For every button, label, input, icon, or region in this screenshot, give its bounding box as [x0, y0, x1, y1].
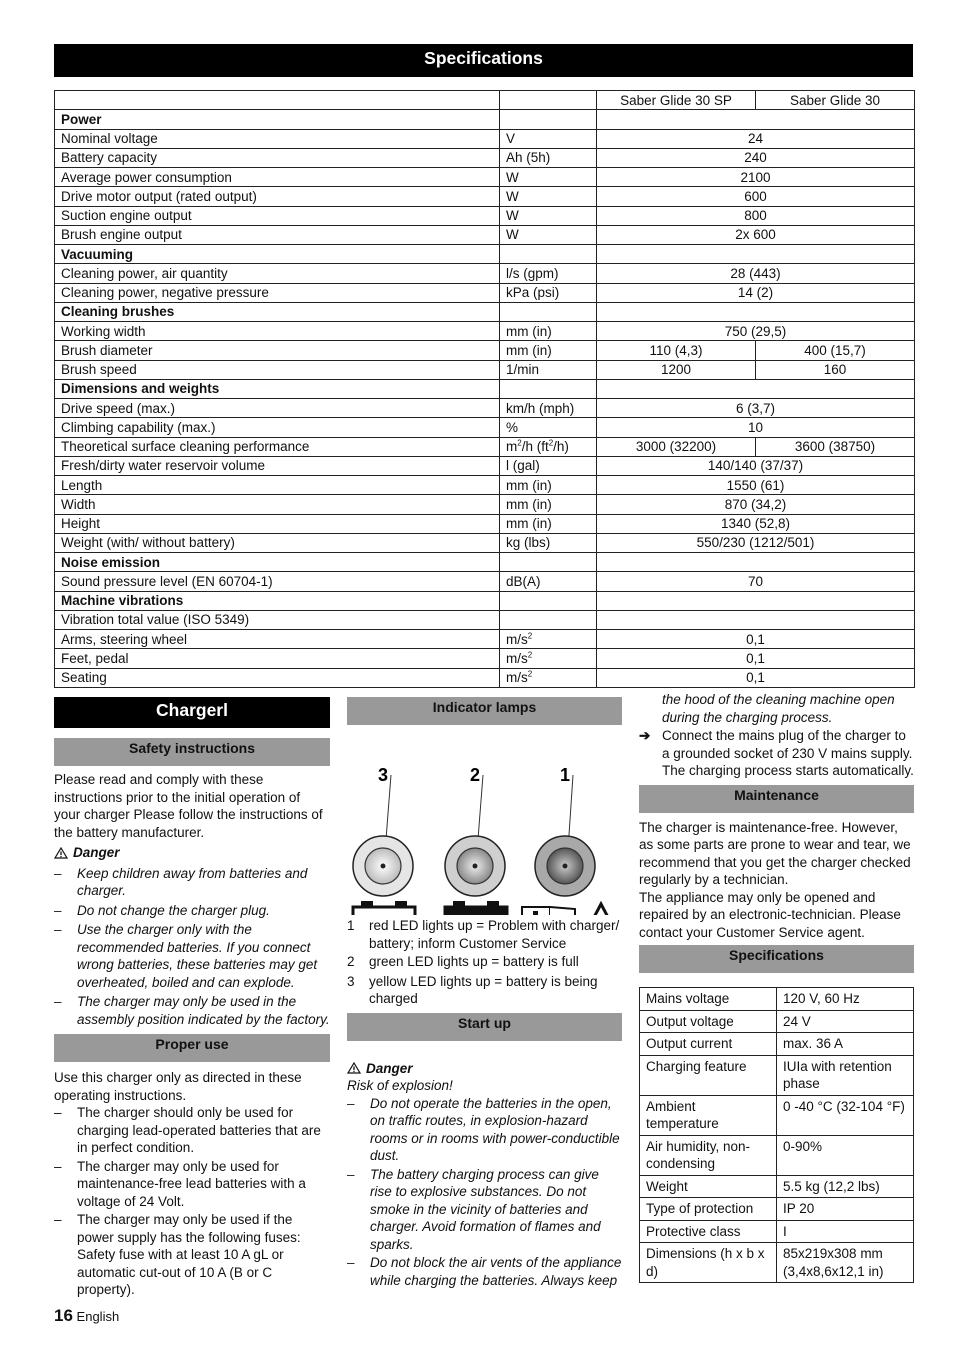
list-item: – The battery charging process can give rise to explosive substances. Do not smoke in the vicinity of batteries and charger. Avoid formation of flames and sparks. — [347, 1166, 601, 1252]
list-item: 3 yellow LED lights up = battery is being charged — [347, 973, 598, 1006]
danger-text: Danger — [366, 1060, 413, 1076]
table-row — [55, 495, 915, 514]
table-section-row — [55, 302, 915, 321]
spec-value: 160 — [756, 360, 915, 379]
spec-name: Arms, steering wheel — [55, 630, 500, 649]
table-row — [640, 1220, 914, 1243]
spec-label: Air humidity, non-condensing — [640, 1135, 777, 1175]
table-row — [55, 476, 915, 495]
spec-value: I — [777, 1220, 914, 1243]
spec-label: Type of protection — [640, 1198, 777, 1221]
spec-value: 5.5 kg (12,2 lbs) — [777, 1175, 914, 1198]
green-lamp-icon — [445, 836, 505, 896]
spec-value: 870 (34,2) — [597, 495, 915, 514]
spec-value: 800 — [597, 206, 915, 225]
table-row — [55, 630, 915, 649]
spec-name: Noise emission — [55, 553, 500, 572]
list-item: – The charger may only be used in the assembly position indicated by the factory. — [54, 994, 330, 1027]
warning-icon — [54, 847, 68, 859]
list-item: – Do not change the charger plug. — [54, 902, 270, 918]
spec-name: Brush diameter — [55, 341, 500, 360]
table-row — [55, 187, 915, 206]
page-number: 16 — [54, 1306, 73, 1325]
spec-unit: % — [500, 418, 597, 437]
spec-unit — [500, 553, 597, 572]
table-row — [55, 533, 915, 552]
spec-value: 240 — [597, 148, 915, 167]
spec-value: 14 (2) — [597, 283, 915, 302]
spec-name: Battery capacity — [55, 148, 500, 167]
spec-value-sp: 3000 (32200) — [597, 437, 756, 456]
risk-text: Risk of explosion! — [347, 1078, 453, 1093]
table-row — [55, 225, 915, 244]
spec-value — [597, 245, 915, 264]
table-row — [55, 437, 915, 456]
spec-name: Length — [55, 476, 500, 495]
spec-label: Protective class — [640, 1220, 777, 1243]
spec-value: 0 -40 °C (32-104 °F) — [777, 1095, 914, 1135]
spec-value-sp: 110 (4,3) — [597, 341, 756, 360]
table-row — [55, 360, 915, 379]
table-row — [640, 1198, 914, 1221]
spec-value — [597, 591, 915, 610]
spec-name: Fresh/dirty water reservoir volume — [55, 456, 500, 475]
table-section-row — [55, 553, 915, 572]
spec-unit: W — [500, 206, 597, 225]
safety-list — [54, 865, 330, 1029]
spec-name: Weight (with/ without battery) — [55, 533, 500, 552]
list-item: – Keep children away from batteries and charger. — [54, 865, 308, 898]
list-item: 1 red LED lights up = Problem with charger/ battery; inform Customer Service — [347, 918, 620, 951]
spec-name: Cleaning power, air quantity — [55, 264, 500, 283]
spec-name: Average power consumption — [55, 168, 500, 187]
table-row — [640, 1175, 914, 1198]
spec-unit: kg (lbs) — [500, 533, 597, 552]
spec-value: 24 — [597, 129, 915, 148]
table-row — [55, 322, 915, 341]
page-title: Specifications — [54, 44, 913, 77]
spec-value: 0-90% — [777, 1135, 914, 1175]
table-section-row — [55, 110, 915, 129]
spec-value: 140/140 (37/37) — [597, 456, 915, 475]
list-item: – Use the charger only with the recommended batteries. If you connect wrong batteries, these batteries may get overheated, boiled and can explode. — [54, 922, 318, 990]
danger-label — [54, 844, 330, 862]
continued-text: the hood of the cleaning machine open during the charging process. — [662, 692, 895, 725]
spec-unit: mm (in) — [500, 514, 597, 533]
table-row — [55, 129, 915, 148]
maintenance-text-1: The charger is maintenance-free. However, as some parts are prone to wear and tear, we recommend that you get the charger checked regularly by a technician. — [639, 819, 911, 887]
indicator-lamps-illustration — [347, 725, 622, 915]
list-item: – The charger may only be used for maintenance-free lead batteries with a voltage of 24 Volt. — [54, 1158, 306, 1209]
spec-value: 85x219x308 mm (3,4x8,6x12,1 in) — [777, 1243, 914, 1283]
battery-charging-icon — [353, 901, 415, 915]
spec-name: Climbing capability (max.) — [55, 418, 500, 437]
spec-label: Ambient temperature — [640, 1095, 777, 1135]
spec-unit: l (gal) — [500, 456, 597, 475]
spec-value: max. 36 A — [777, 1033, 914, 1056]
indicator-list — [347, 917, 622, 1289]
spec-unit — [500, 591, 597, 610]
table-row — [55, 418, 915, 437]
table-row — [640, 988, 914, 1011]
spec-value — [597, 610, 915, 629]
action-item — [639, 727, 914, 780]
spec-label: Weight — [640, 1175, 777, 1198]
page-footer — [54, 1307, 119, 1326]
spec-unit: W — [500, 168, 597, 187]
proper-use-list — [54, 1104, 330, 1299]
spec-unit — [500, 110, 597, 129]
charger-specs-heading: Specifications — [639, 945, 914, 973]
spec-label: Output current — [640, 1033, 777, 1056]
spec-name: Vacuuming — [55, 245, 500, 264]
spec-name: Machine vibrations — [55, 591, 500, 610]
spec-unit: $m^2/h$ $(ft^2/h)$ — [500, 437, 597, 456]
spec-name: Seating — [55, 668, 500, 687]
start-up-heading: Start up — [347, 1013, 622, 1041]
spec-unit — [500, 302, 597, 321]
spec-value: 0,1 — [597, 630, 915, 649]
lamp-number-1: 1 — [559, 765, 571, 785]
table-row — [55, 610, 915, 629]
spec-value: 24 V — [777, 1010, 914, 1033]
spec-name: Cleaning brushes — [55, 302, 500, 321]
spec-value — [597, 379, 915, 398]
spec-label: Mains voltage — [640, 988, 777, 1011]
proper-use-heading: Proper use — [54, 1034, 330, 1062]
list-item: – Do not block the air vents of the appliance while charging the batteries. Always keep — [347, 1255, 622, 1288]
spec-name: Nominal voltage — [55, 129, 500, 148]
model-header: Saber Glide 30 — [756, 91, 915, 110]
table-row — [640, 1135, 914, 1175]
spec-label: Output voltage — [640, 1010, 777, 1033]
table-section-row — [55, 591, 915, 610]
list-item: – The charger may only be used if the power supply has the following fuses: Safety fuse with at least 10 A gL or automatic cut-out of 10 A (B or C property). — [54, 1212, 301, 1297]
table-section-row — [55, 379, 915, 398]
spec-unit: W — [500, 187, 597, 206]
spec-unit — [500, 379, 597, 398]
spec-name: Drive motor output (rated output) — [55, 187, 500, 206]
spec-unit: $m/s^2$ — [500, 668, 597, 687]
spec-unit: kPa (psi) — [500, 283, 597, 302]
spec-value: IUIa with retention phase — [777, 1055, 914, 1095]
spec-name: Cleaning power, negative pressure — [55, 283, 500, 302]
spec-value: 70 — [597, 572, 915, 591]
safety-heading: Safety instructions — [54, 738, 330, 766]
list-item: – The charger should only be used for charging lead-operated batteries that are in perfect condition. — [54, 1105, 321, 1155]
table-row — [55, 399, 915, 418]
spec-name: Drive speed (max.) — [55, 399, 500, 418]
warning-triangle-icon — [582, 904, 620, 915]
arrow-right-icon: ➔ — [639, 728, 651, 743]
footer-language: English — [76, 1309, 120, 1324]
table-row — [55, 456, 915, 475]
spec-unit: mm (in) — [500, 341, 597, 360]
spec-name: Working width — [55, 322, 500, 341]
table-row — [55, 649, 915, 668]
safety-intro: Please read and comply with these instructions prior to the initial operation of your charger Please follow the instructions of the battery manufacturer. — [54, 772, 323, 840]
spec-label: Dimensions (h x b x d) — [640, 1243, 777, 1283]
spec-unit — [500, 610, 597, 629]
lamp-number-3: 3 — [377, 765, 389, 785]
table-section-row — [55, 245, 915, 264]
spec-value: 550/230 (1212/501) — [597, 533, 915, 552]
spec-value: IP 20 — [777, 1198, 914, 1221]
yellow-lamp-icon — [353, 836, 413, 896]
spec-label: Charging feature — [640, 1055, 777, 1095]
spec-value — [597, 110, 915, 129]
spec-value-sp: 1200 — [597, 360, 756, 379]
danger-label — [347, 1060, 622, 1078]
table-row — [55, 264, 915, 283]
spec-unit: $m/s^2$ — [500, 630, 597, 649]
table-row — [640, 1095, 914, 1135]
indicator-heading: Indicator lamps — [347, 697, 622, 725]
spec-value: 3600 (38750) — [756, 437, 915, 456]
spec-name: Vibration total value (ISO 5349) — [55, 610, 500, 629]
spec-value: 10 — [597, 418, 915, 437]
spec-name: Suction engine output — [55, 206, 500, 225]
list-item: 2 green LED lights up = battery is full — [347, 954, 579, 969]
table-row — [55, 283, 915, 302]
spec-unit: $m/s^2$ — [500, 649, 597, 668]
table-row — [55, 168, 915, 187]
table-row — [55, 572, 915, 591]
table-row — [55, 206, 915, 225]
spec-name: Theoretical surface cleaning performance — [55, 437, 500, 456]
lamp-number-2: 2 — [469, 765, 481, 785]
red-lamp-icon — [535, 836, 595, 896]
spec-name: Width — [55, 495, 500, 514]
table-row — [640, 1055, 914, 1095]
table-row — [640, 1010, 914, 1033]
table-row — [55, 341, 915, 360]
spec-value: 750 (29,5) — [597, 322, 915, 341]
spec-unit — [500, 245, 597, 264]
action-text: Connect the mains plug of the charger to a grounded socket of 230 V mains supply. The charging process starts automatically. — [662, 728, 914, 778]
charger-column-3 — [639, 691, 914, 1283]
charger-column-2 — [347, 697, 622, 1288]
table-row — [640, 1243, 914, 1283]
spec-name: Height — [55, 514, 500, 533]
maintenance-heading: Maintenance — [639, 785, 914, 813]
spec-unit: V — [500, 129, 597, 148]
table-row — [55, 514, 915, 533]
spec-unit: 1/min — [500, 360, 597, 379]
spec-value: 0,1 — [597, 668, 915, 687]
charger-specs-table — [639, 987, 914, 1283]
specifications-table — [54, 90, 915, 688]
spec-unit: km/h (mph) — [500, 399, 597, 418]
spec-unit: dB(A) — [500, 572, 597, 591]
spec-name: Sound pressure level (EN 60704-1) — [55, 572, 500, 591]
table-row — [55, 148, 915, 167]
maintenance-text-2: The appliance may only be opened and repaired by an electronic-technician. Please contact your Customer Service agent. — [639, 889, 901, 940]
spec-unit: mm (in) — [500, 476, 597, 495]
table-row — [55, 668, 915, 687]
spec-name: Power — [55, 110, 500, 129]
manual-info-icon — [522, 907, 575, 915]
spec-value: 6 (3,7) — [597, 399, 915, 418]
spec-name: Dimensions and weights — [55, 379, 500, 398]
spec-unit: W — [500, 225, 597, 244]
charger-title: Chargerl — [54, 697, 330, 728]
spec-value: 1340 (52,8) — [597, 514, 915, 533]
proper-use-intro: Use this charger only as directed in these operating instructions. — [54, 1070, 302, 1103]
warning-icon — [347, 1062, 361, 1074]
spec-value: 1550 (61) — [597, 476, 915, 495]
danger-text: Danger — [73, 845, 120, 860]
spec-value — [597, 302, 915, 321]
spec-unit: mm (in) — [500, 495, 597, 514]
spec-value — [597, 553, 915, 572]
spec-value: 400 (15,7) — [756, 341, 915, 360]
start-up-list — [347, 1095, 622, 1290]
spec-unit: l/s (gpm) — [500, 264, 597, 283]
spec-name: Feet, pedal — [55, 649, 500, 668]
spec-unit: Ah (5h) — [500, 148, 597, 167]
spec-name: Brush speed — [55, 360, 500, 379]
spec-unit: mm (in) — [500, 322, 597, 341]
table-header-row — [55, 91, 915, 110]
table-row — [640, 1033, 914, 1056]
spec-value: 28 (443) — [597, 264, 915, 283]
spec-value: 600 — [597, 187, 915, 206]
list-item: – Do not operate the batteries in the open, on traffic routes, in explosion-hazard rooms or in rooms with power-conductible dust. — [347, 1095, 620, 1163]
battery-full-icon — [445, 901, 507, 915]
charger-column-1 — [54, 697, 330, 1299]
spec-value: 2x 600 — [597, 225, 915, 244]
model-sp-header: Saber Glide 30 SP — [597, 91, 756, 110]
spec-value: 0,1 — [597, 649, 915, 668]
spec-name: Brush engine output — [55, 225, 500, 244]
spec-value: 2100 — [597, 168, 915, 187]
spec-value: 120 V, 60 Hz — [777, 988, 914, 1011]
